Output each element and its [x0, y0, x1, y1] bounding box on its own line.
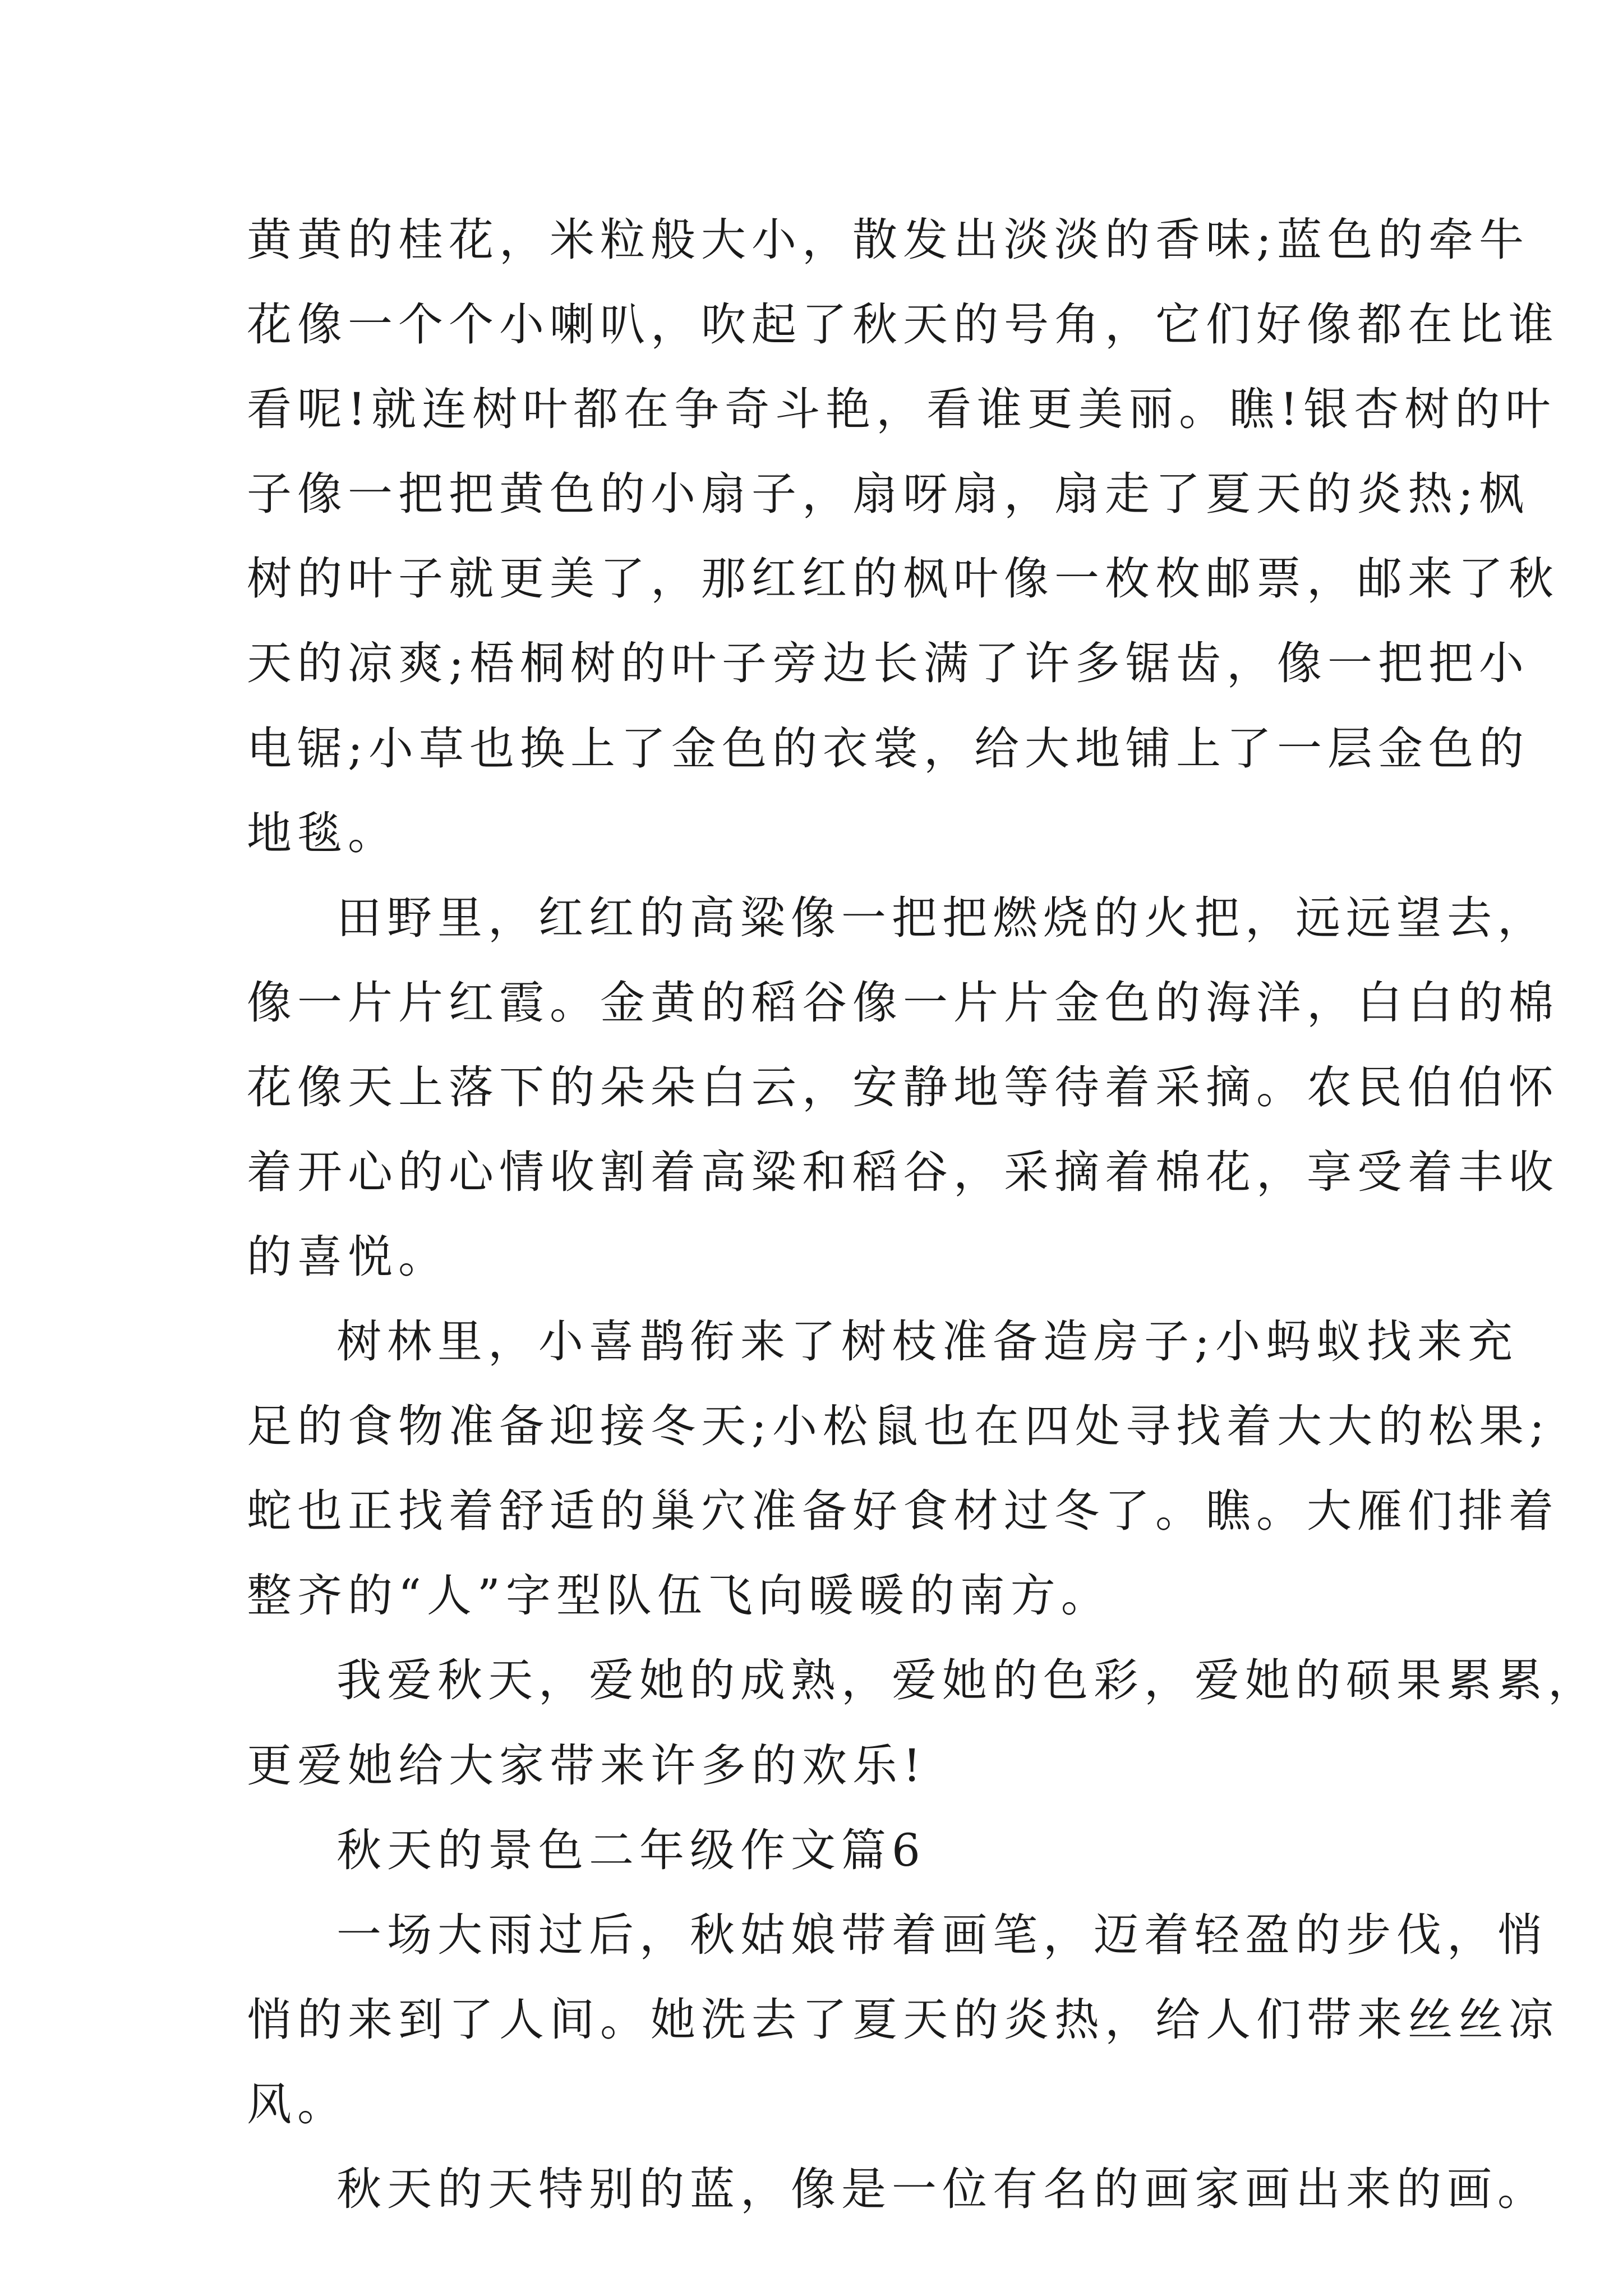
- text-line: 整齐的“人”字型队伍飞向暖暖的南方。: [247, 1570, 1112, 1622]
- text-line: 地毯。: [247, 807, 398, 859]
- paragraph-start-line: 我爱秋天，爱她的成熟，爱她的色彩，爱她的硕果累累，: [336, 1654, 1598, 1706]
- text-line: 黄黄的桂花，米粒般大小，散发出淡淡的香味;蓝色的牵牛: [247, 214, 1529, 266]
- paragraph-start-line: 树林里，小喜鹊衔来了树枝准备造房子;小蚂蚁找来充: [336, 1315, 1518, 1368]
- section-title: 秋天的景色二年级作文篇6: [336, 1824, 926, 1876]
- text-line: 花像一个个小喇叭，吹起了秋天的号角，它们好像都在比谁: [247, 298, 1559, 351]
- text-line: 着开心的心情收割着高粱和稻谷，采摘着棉花，享受着丰收: [247, 1146, 1559, 1198]
- text-line: 树的叶子就更美了，那红红的枫叶像一枚枚邮票，邮来了秋: [247, 553, 1559, 605]
- text-line: 像一片片红霞。金黄的稻谷像一片片金色的海洋，白白的棉: [247, 977, 1559, 1029]
- text-line: 足的食物准备迎接冬天;小松鼠也在四处寻找着大大的松果;: [247, 1400, 1550, 1452]
- text-line: 的喜悦。: [247, 1231, 449, 1283]
- text-line: 更爱她给大家带来许多的欢乐!: [247, 1740, 927, 1792]
- paragraph-start-line: 秋天的天特别的蓝，像是一位有名的画家画出来的画。: [336, 2163, 1548, 2215]
- text-line: 看呢!就连树叶都在争奇斗艳，看谁更美丽。瞧!银杏树的叶: [247, 383, 1556, 435]
- text-line: 风。: [247, 2078, 348, 2131]
- text-line: 子像一把把黄色的小扇子，扇呀扇，扇走了夏天的炎热;枫: [247, 468, 1529, 520]
- text-line: 蛇也正找着舒适的巢穴准备好食材过冬了。瞧。大雁们排着: [247, 1485, 1559, 1537]
- paragraph-start-line: 一场大雨过后，秋姑娘带着画笔，迈着轻盈的步伐，悄: [336, 1909, 1548, 1961]
- text-line: 悄的来到了人间。她洗去了夏天的炎热，给人们带来丝丝凉: [247, 1994, 1559, 2046]
- text-line: 天的凉爽;梧桐树的叶子旁边长满了许多锯齿，像一把把小: [247, 637, 1529, 689]
- text-line: 电锯;小草也换上了金色的衣裳，给大地铺上了一层金色的: [247, 723, 1529, 775]
- paragraph-start-line: 田野里，红红的高粱像一把把燃烧的火把，远远望去，: [336, 892, 1548, 944]
- text-line: 花像天上落下的朵朵白云，安静地等待着采摘。农民伯伯怀: [247, 1061, 1559, 1114]
